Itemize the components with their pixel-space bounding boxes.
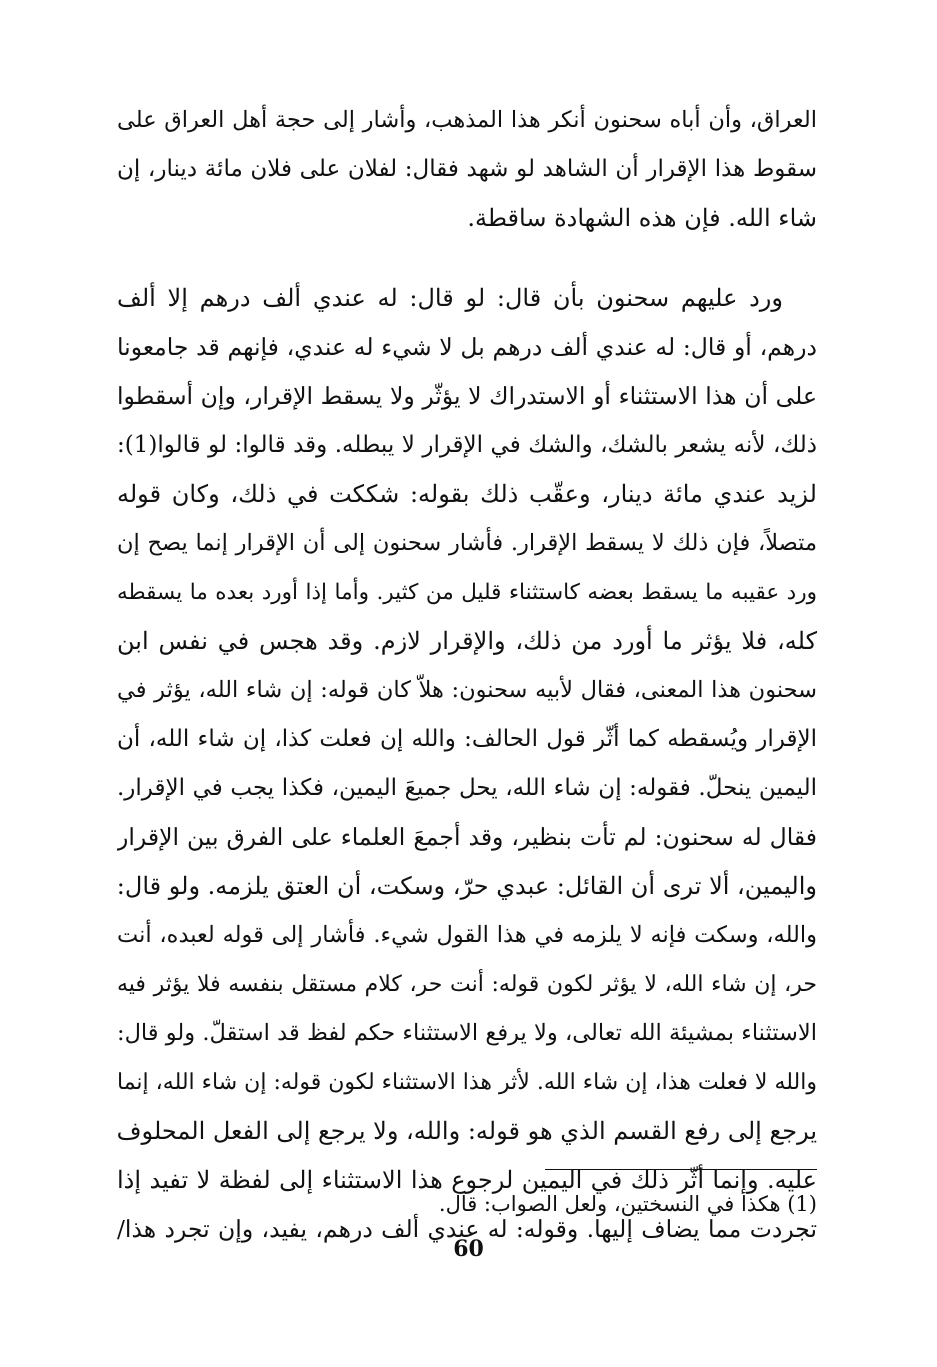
text-line: ذلك، لأنه يشعر بالشك، والشك في الإقرار لا يبطله. وقد قالوا: لو قالوا(1): xyxy=(117,432,817,458)
text-line: العراق، وأن أباه سحنون أنكر هذا المذهب، وأشار إلى حجة أهل العراق على xyxy=(117,107,817,133)
text-line: تجردت مما يضاف إليها. وقوله: له عندي ألف درهم، يفيد، وإن تجرد هذا/ xyxy=(117,1215,817,1243)
footnote-divider xyxy=(545,1169,817,1170)
text-line: والله، وسكت فإنه لا يلزمه في هذا القول شيء. فأشار إلى قوله لعبده، أنت xyxy=(117,922,817,948)
text-line: واليمين، ألا ترى أن القائل: عبدي حرّ، وسكت، أن العتق يلزمه. ولو قال: xyxy=(117,872,817,900)
text-line: لزيد عندي مائة دينار، وعقّب ذلك بقوله: شككت في ذلك، وكان قوله xyxy=(117,480,817,508)
text-line: الاستثناء بمشيئة الله تعالى، ولا يرفع الاستثناء حكم لفظ قد استقلّ. ولو قال: xyxy=(117,1020,817,1046)
text-line: يرجع إلى رفع القسم الذي هو قوله: والله، ولا يرجع إلى الفعل المحلوف xyxy=(117,1117,817,1145)
text-line: عليه. وإنما أثّر ذلك في اليمين لرجوع هذا الاستثناء إلى لفظة لا تفيد إذا xyxy=(117,1166,817,1194)
text-line: على أن هذا الاستثناء أو الاستدراك لا يؤثّر ولا يسقط الإقرار، وإن أسقطوا xyxy=(117,382,817,410)
footnote: (1) هكذا في النسختين، ولعل الصواب: قال. xyxy=(438,1192,817,1216)
text-line: والله لا فعلت هذا، إن شاء الله. لأثر هذا الاستثناء لكون قوله: إن شاء الله، إنما xyxy=(117,1070,817,1095)
paragraph-top xyxy=(117,96,817,243)
text-line: اليمين ينحلّ. فقوله: إن شاء الله، يحل جميعَ اليمين، فكذا يجب في الإقرار. xyxy=(117,775,817,801)
text-line: فقال له سحنون: لم تأت بنظير، وقد أجمعَ العلماء على الفرق بين الإقرار xyxy=(117,823,817,851)
text-line: ورد عليهم سحنون بأن قال: لو قال: له عندي ألف درهم إلا ألف xyxy=(117,284,783,312)
page-number: 60 xyxy=(453,1236,484,1262)
text-line: درهم، أو قال: له عندي ألف درهم بل لا شيء له عندي، فإنهم قد جامعونا xyxy=(117,333,817,361)
text-line: الإقرار ويُسقطه كما أثّر قول الحالف: والله إن فعلت كذا، إن شاء الله، أن xyxy=(117,726,817,752)
text-line: حر، إن شاء الله، لا يؤثر لكون قوله: أنت حر، كلام مستقل بنفسه فلا يؤثر فيه xyxy=(117,972,817,997)
text-line: شاء الله. فإن هذه الشهادة ساقطة. xyxy=(467,204,817,232)
text-line: ورد عقيبه ما يسقط بعضه كاستثناء قليل من كثير. وأما إذا أورد بعده ما يسقطه xyxy=(117,580,817,605)
text-line: سحنون هذا المعنى، فقال لأبيه سحنون: هلاّ كان قوله: إن شاء الله، يؤثر في xyxy=(117,677,817,703)
text-line: متصلاً، فإن ذلك لا يسقط الإقرار. فأشار سحنون إلى أن الإقرار إنما يصح إن xyxy=(117,530,817,556)
text-line: سقوط هذا الإقرار أن الشاهد لو شهد فقال: لفلان على فلان مائة دينار، إن xyxy=(117,156,817,182)
paragraph-main xyxy=(117,274,817,1254)
text-line: كله، فلا يؤثر ما أورد من ذلك، والإقرار لازم. وقد هجس في نفس ابن xyxy=(117,627,817,655)
